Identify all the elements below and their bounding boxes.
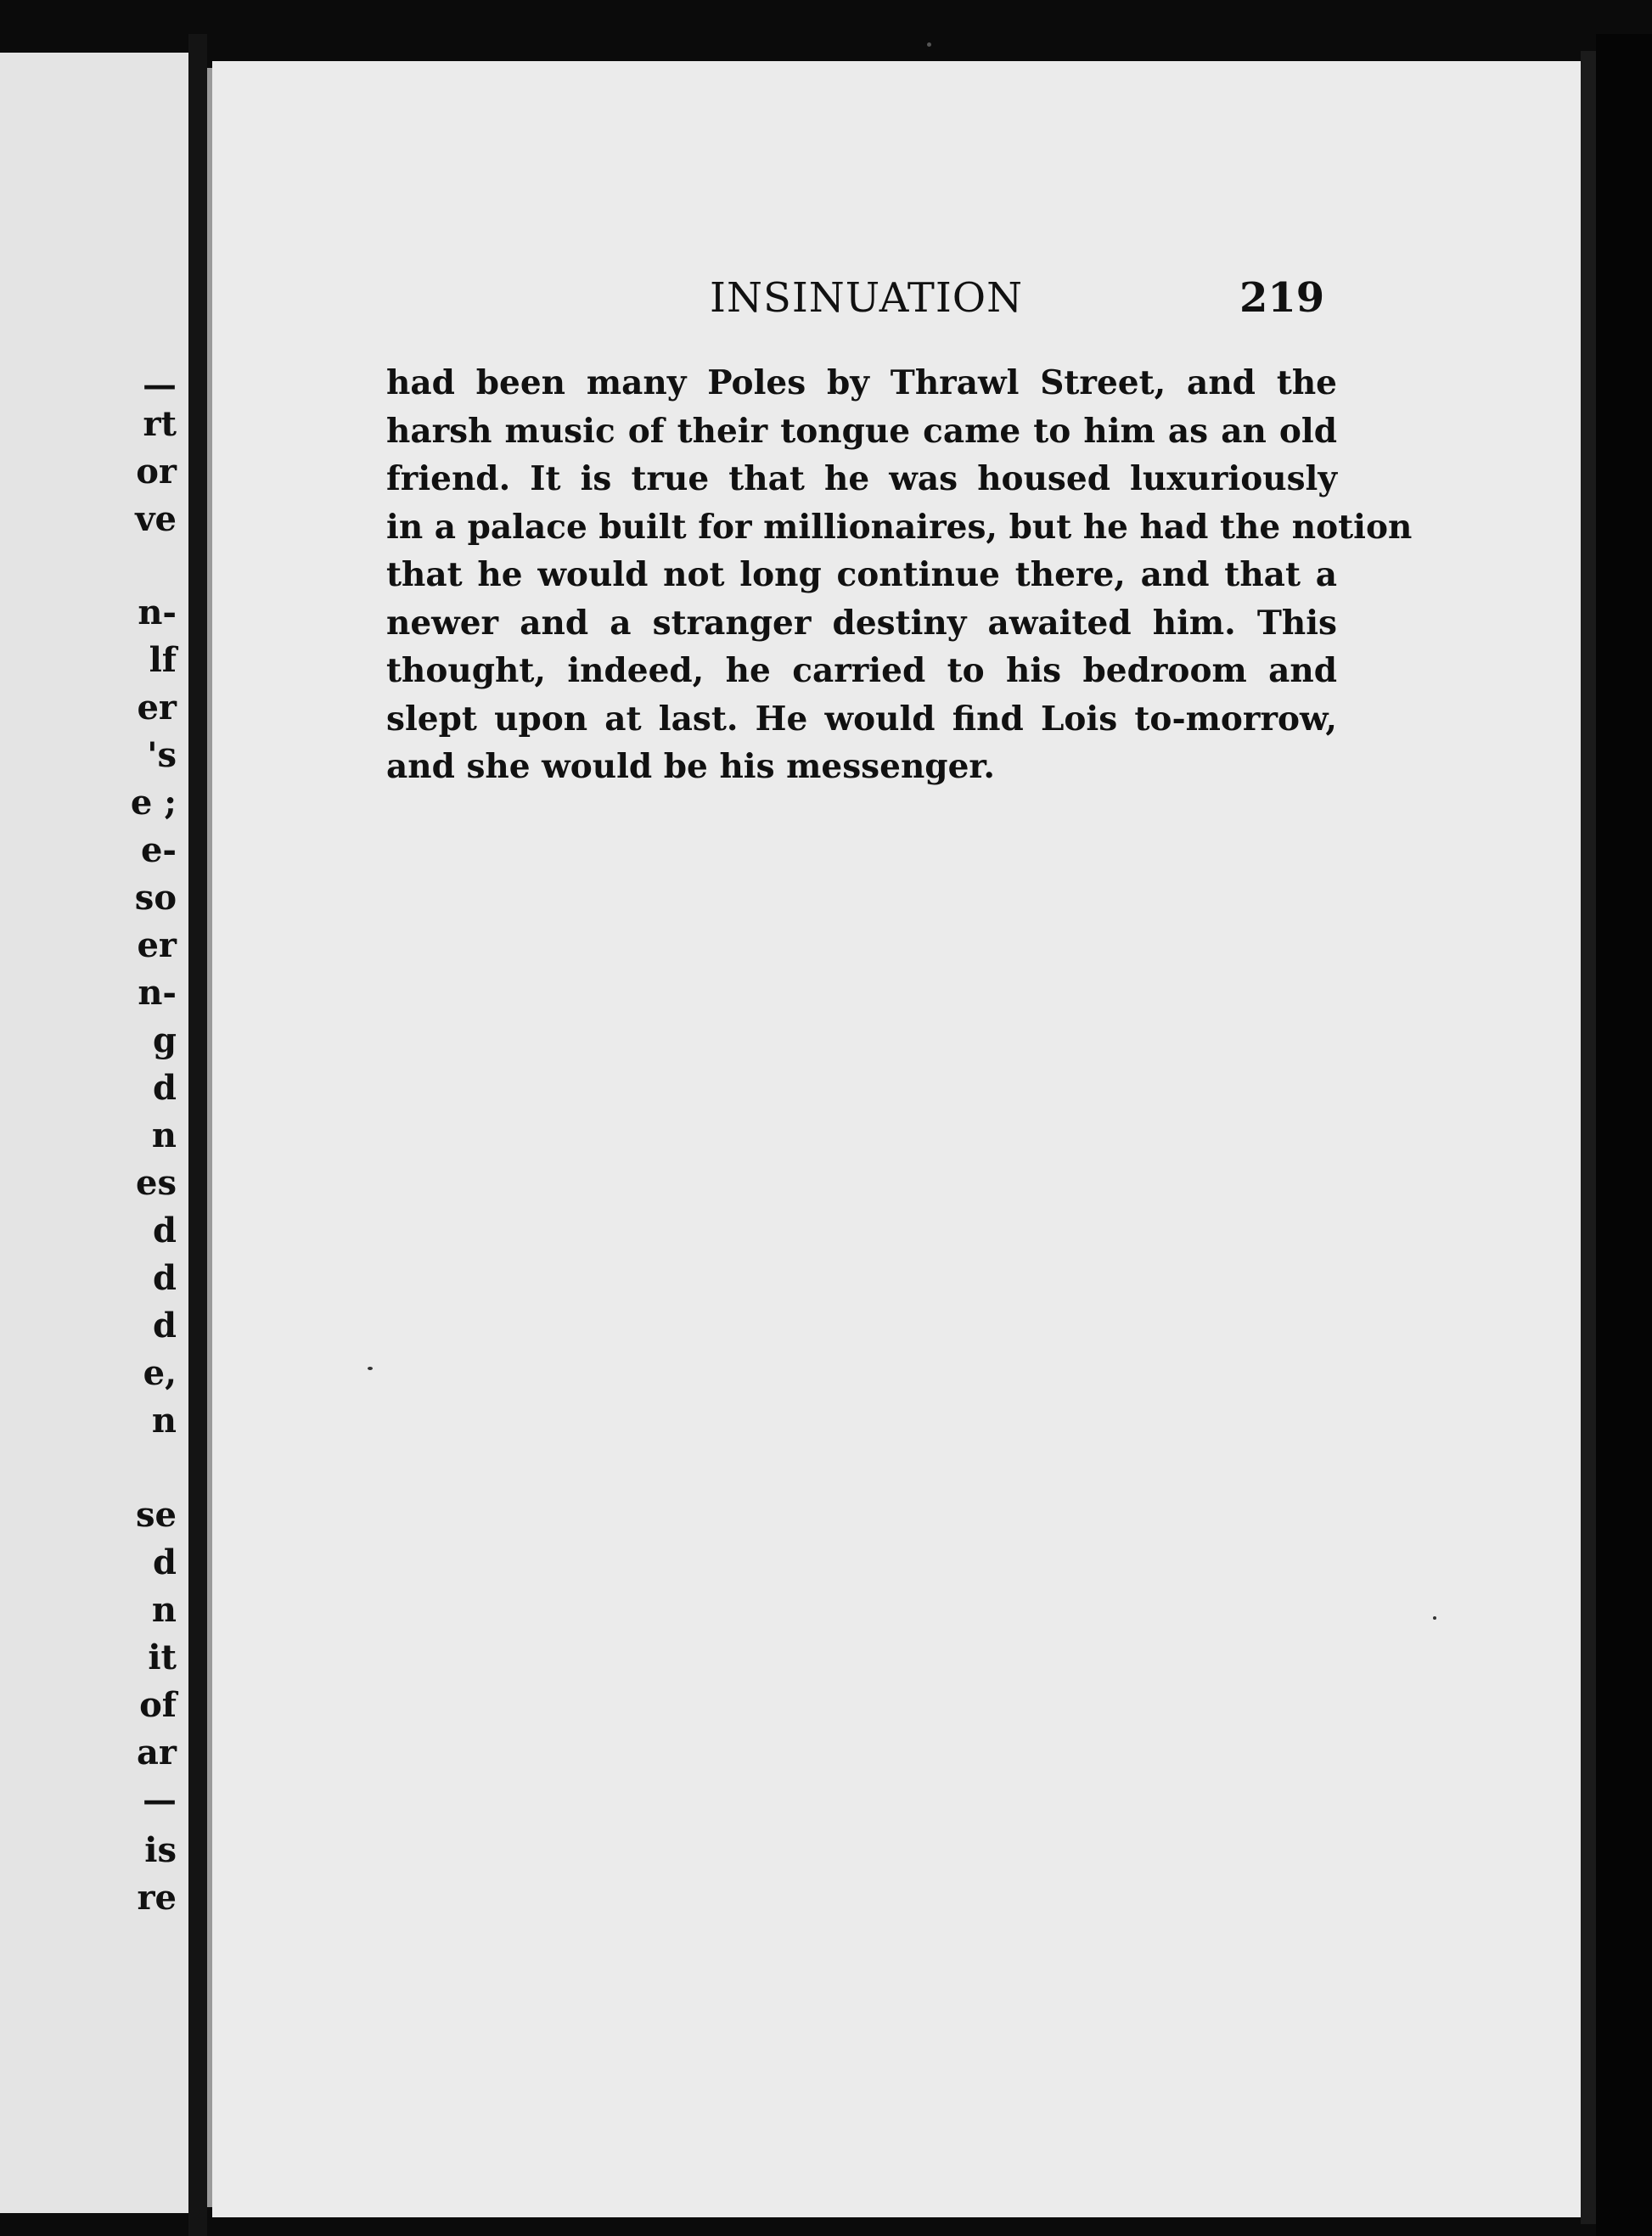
facing-page-text-fragment: d — [153, 1542, 177, 1582]
text-line: that he would not long continue there, and that a — [386, 555, 1337, 594]
text-line: and she would be his messenger. — [386, 747, 995, 786]
text-line: slept upon at last. He would find Lois to-morrow, — [386, 699, 1337, 739]
facing-page-text-fragment: is — [144, 1830, 177, 1870]
facing-page-text-fragment: re — [137, 1878, 177, 1918]
facing-page-text-fragment: d — [153, 1068, 177, 1108]
facing-page-text-fragment: e- — [140, 830, 177, 870]
facing-page-text-fragment: it — [148, 1638, 177, 1677]
facing-page-text-fragment: er — [137, 688, 177, 728]
facing-page-text-fragment: er — [137, 925, 177, 965]
scan-border — [1596, 34, 1652, 2236]
facing-page-text-fragment: — — [143, 1780, 177, 1820]
facing-page-text-fragment: 's — [147, 735, 177, 775]
scan-speck — [1433, 1616, 1436, 1620]
facing-page-fragment — [0, 53, 188, 2213]
facing-page-text-fragment: n — [151, 1590, 177, 1630]
facing-page-text-fragment: n- — [138, 973, 177, 1013]
facing-page-text-fragment: or — [136, 452, 177, 492]
scan-speck — [368, 1367, 373, 1370]
facing-page-text-fragment: n — [151, 1401, 177, 1441]
facing-page-text-fragment: n- — [138, 593, 177, 632]
facing-page-text-fragment: n — [151, 1115, 177, 1155]
facing-page-text-fragment: ar — [137, 1733, 177, 1773]
facing-page-text-fragment: of — [139, 1685, 177, 1725]
facing-page-text-fragment: lf — [149, 640, 177, 680]
running-head-title: INSINUATION — [710, 274, 1024, 322]
facing-page-text-fragment: rt — [143, 404, 177, 444]
scan-speck — [927, 42, 931, 47]
text-line: in a palace built for millionaires, but he had the notion — [386, 507, 1413, 547]
book-gutter — [188, 34, 207, 2236]
page-shadow — [1581, 51, 1596, 2224]
facing-page-text-fragment: es — [136, 1163, 177, 1203]
facing-page-text-fragment: d — [153, 1211, 177, 1250]
facing-page-text-fragment: se — [136, 1495, 177, 1535]
text-line: harsh music of their tongue came to him as an old — [386, 411, 1337, 451]
body-paragraph — [386, 359, 1413, 791]
facing-page-text-fragment: d — [153, 1306, 177, 1346]
facing-page-text-fragment: ve — [135, 499, 177, 539]
text-line: newer and a stranger destiny awaited him. This — [386, 603, 1337, 643]
facing-page-text-fragment: so — [134, 878, 177, 918]
facing-page-text-fragment: e, — [143, 1353, 177, 1393]
facing-page-text-fragment: g — [153, 1020, 177, 1060]
text-line: had been many Poles by Thrawl Street, and the — [386, 363, 1337, 402]
text-line: friend. It is true that he was housed luxuriously — [386, 459, 1337, 498]
facing-page-text-fragment: e ; — [130, 783, 177, 823]
facing-page-text-fragment: d — [153, 1258, 177, 1298]
text-line: thought, indeed, he carried to his bedroom and — [386, 651, 1337, 690]
facing-page-text-fragment: — — [143, 365, 177, 405]
page-number: 219 — [1239, 274, 1325, 322]
